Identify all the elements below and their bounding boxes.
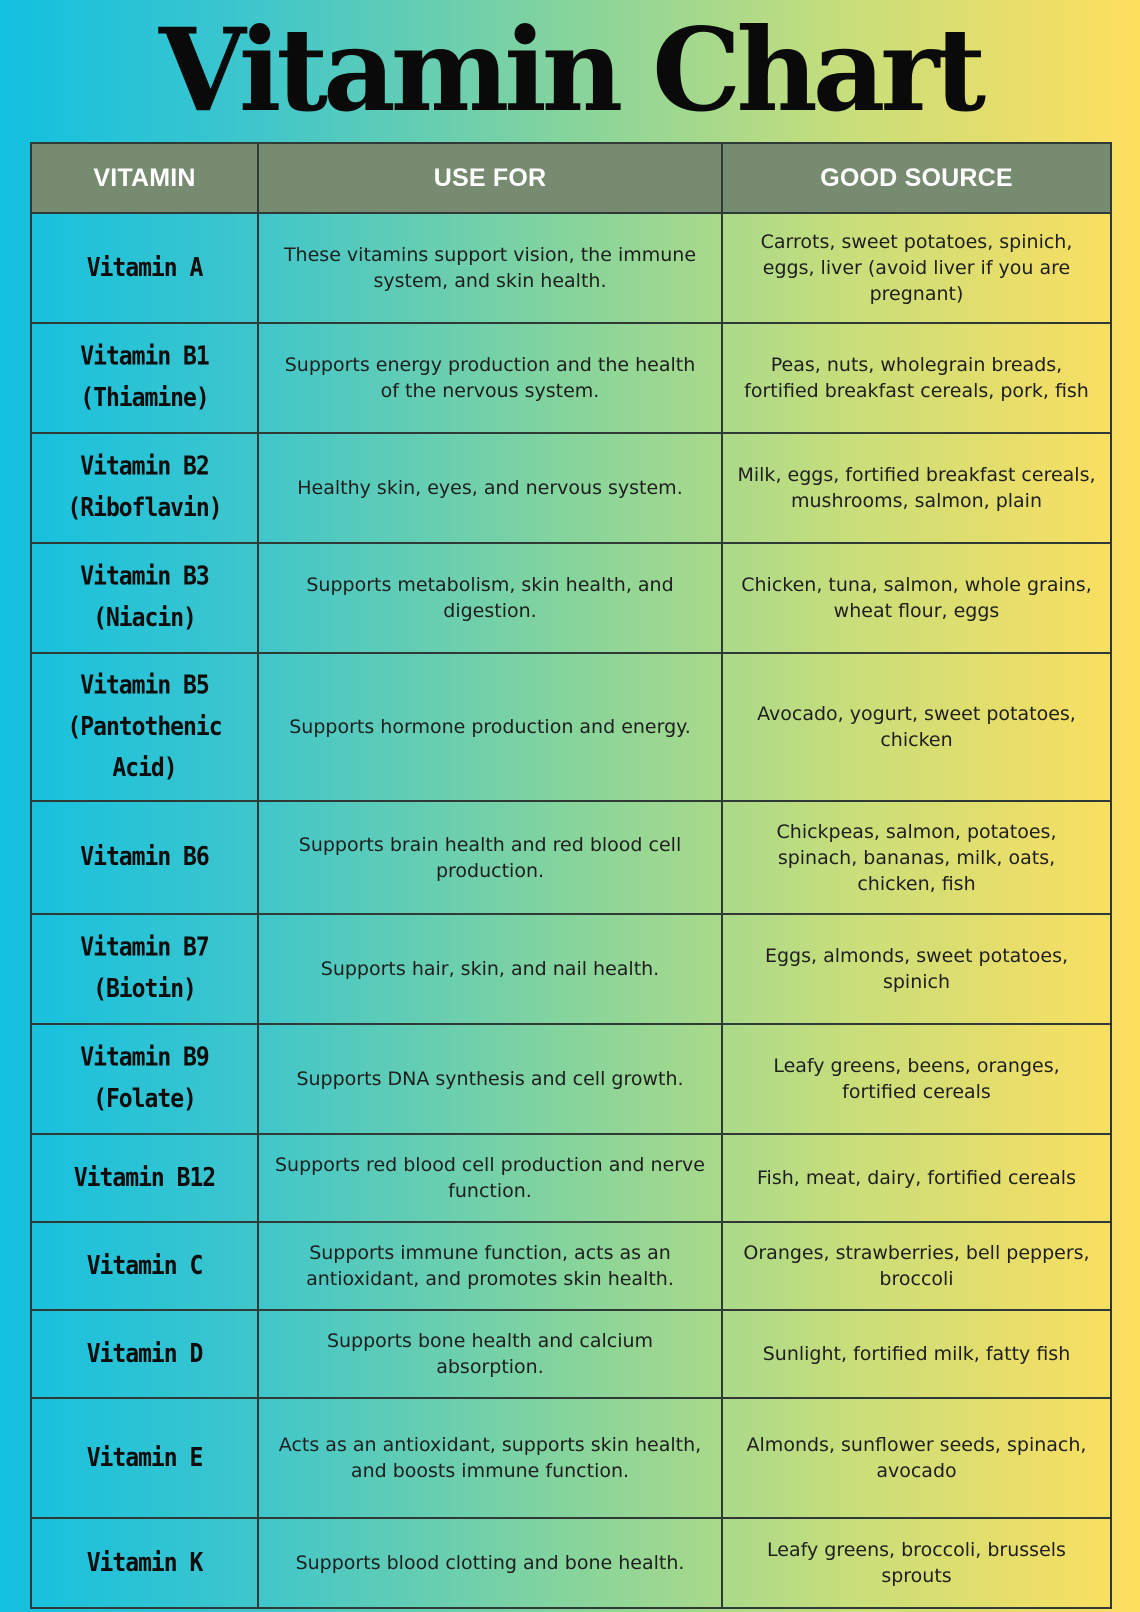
table-row — [31, 801, 1111, 914]
vitamin-cell — [31, 1024, 258, 1134]
use-for-text: These vitamins support vision, the immune system, and skin health. — [283, 244, 697, 292]
good-source-text: Sunlight, fortified milk, fatty fish — [762, 1343, 1071, 1365]
use-for-cell — [258, 433, 722, 543]
good-source-text: Chicken, tuna, salmon, whole grains, wheat flour, eggs — [741, 574, 1092, 622]
vitamin-alt-name: (Biotin) — [93, 974, 196, 1004]
use-for-cell — [258, 213, 722, 323]
vitamin-cell — [31, 323, 258, 433]
vitamin-name: Vitamin B9 — [80, 1043, 209, 1073]
use-for-text: Supports DNA synthesis and cell growth. — [296, 1068, 684, 1090]
good-source-text: Chickpeas, salmon, potatoes, spinach, bananas, milk, oats, chicken, fish — [776, 820, 1057, 895]
use-for-text: Supports bone health and calcium absorption. — [326, 1330, 654, 1378]
good-source-cell — [722, 1222, 1111, 1310]
use-for-cell — [258, 323, 722, 433]
use-for-text: Supports blood clotting and bone health. — [295, 1552, 685, 1574]
good-source-text: Milk, eggs, fortified breakfast cereals, mushrooms, salmon, plain — [737, 464, 1096, 512]
use-for-text: Healthy skin, eyes, and nervous system. — [297, 477, 683, 499]
table-row — [31, 914, 1111, 1024]
vitamin-name: Vitamin B1 — [80, 342, 209, 372]
good-source-text: Leafy greens, beens, oranges, fortified cereals — [773, 1055, 1060, 1103]
vitamin-cell — [31, 433, 258, 543]
good-source-text: Carrots, sweet potatoes, spinich, eggs, liver (avoid liver if you are pregnant) — [760, 231, 1073, 305]
table-row — [31, 543, 1111, 653]
good-source-text: Fish, meat, dairy, fortified cereals — [757, 1167, 1076, 1189]
vitamin-cell — [31, 1518, 258, 1608]
good-source-cell — [722, 323, 1111, 433]
good-source-text: Avocado, yogurt, sweet potatoes, chicken — [757, 703, 1076, 751]
page-title: Vitamin Chart — [158, 3, 982, 138]
good-source-text: Eggs, almonds, sweet potatoes, spinich — [764, 945, 1069, 993]
use-for-cell — [258, 543, 722, 653]
vitamin-name: Vitamin B3 — [80, 562, 209, 592]
vitamin-cell — [31, 1310, 258, 1398]
good-source-cell — [722, 1024, 1111, 1134]
use-for-text: Supports hormone production and energy. — [289, 716, 691, 738]
vitamin-alt-name: (Niacin) — [93, 603, 196, 633]
use-for-cell — [258, 801, 722, 914]
use-for-cell — [258, 1310, 722, 1398]
header-vitamin: VITAMIN — [31, 143, 258, 213]
good-source-cell — [722, 914, 1111, 1024]
good-source-cell — [722, 1134, 1111, 1222]
good-source-cell — [722, 543, 1111, 653]
vitamin-name: Vitamin A — [86, 252, 203, 282]
good-source-cell — [722, 433, 1111, 543]
use-for-text: Supports immune function, acts as an antioxidant, and promotes skin health. — [306, 1242, 674, 1290]
use-for-text: Acts as an antioxidant, supports skin health, and boosts immune function. — [278, 1434, 702, 1482]
table-row — [31, 1398, 1111, 1518]
use-for-cell — [258, 1398, 722, 1518]
vitamin-name: Vitamin D — [86, 1338, 203, 1368]
vitamin-cell — [31, 1398, 258, 1518]
vitamin-name: Vitamin B12 — [73, 1162, 216, 1192]
table-row — [31, 213, 1111, 323]
vitamin-name: Vitamin B7 — [80, 933, 209, 963]
table-row — [31, 653, 1111, 801]
good-source-text: Leafy greens, broccoli, brussels sprouts — [767, 1539, 1066, 1587]
use-for-cell — [258, 653, 722, 801]
good-source-text: Peas, nuts, wholegrain breads, fortified breakfast cereals, pork, fish — [744, 354, 1089, 402]
table-row — [31, 1024, 1111, 1134]
vitamin-name: Vitamin B5 — [80, 670, 209, 700]
table-row — [31, 1310, 1111, 1398]
vitamin-table — [30, 142, 1112, 1609]
vitamin-name: Vitamin E — [86, 1442, 203, 1472]
vitamin-cell — [31, 213, 258, 323]
vitamin-cell — [31, 1134, 258, 1222]
table-row — [31, 323, 1111, 433]
table-row — [31, 1222, 1111, 1310]
vitamin-cell — [31, 1222, 258, 1310]
vitamin-cell — [31, 801, 258, 914]
use-for-cell — [258, 914, 722, 1024]
use-for-cell — [258, 1134, 722, 1222]
good-source-cell — [722, 801, 1111, 914]
use-for-cell — [258, 1518, 722, 1608]
vitamin-name: Vitamin B2 — [80, 452, 209, 482]
good-source-text: Almonds, sunflower seeds, spinach, avocado — [746, 1434, 1087, 1482]
good-source-cell — [722, 1518, 1111, 1608]
good-source-cell — [722, 653, 1111, 801]
vitamin-name: Vitamin K — [86, 1547, 203, 1577]
good-source-text: Oranges, strawberries, bell peppers, broccoli — [743, 1242, 1090, 1290]
vitamin-alt-name: (Pantothenic Acid) — [67, 711, 222, 783]
vitamin-cell — [31, 914, 258, 1024]
vitamin-alt-name: (Riboflavin) — [67, 493, 222, 523]
use-for-cell — [258, 1222, 722, 1310]
table-row — [31, 433, 1111, 543]
use-for-text: Supports red blood cell production and nerve function. — [275, 1154, 705, 1202]
use-for-text: Supports energy production and the health of the nervous system. — [284, 354, 696, 402]
table-header-row — [31, 143, 1111, 213]
header-good-source: GOOD SOURCE — [722, 143, 1111, 213]
table-row — [31, 1134, 1111, 1222]
good-source-cell — [722, 1310, 1111, 1398]
use-for-text: Supports metabolism, skin health, and digestion. — [306, 574, 674, 622]
vitamin-alt-name: (Folate) — [93, 1084, 196, 1114]
vitamin-alt-name: (Thiamine) — [80, 383, 209, 413]
vitamin-cell — [31, 543, 258, 653]
good-source-cell — [722, 1398, 1111, 1518]
table-row — [31, 1518, 1111, 1608]
use-for-cell — [258, 1024, 722, 1134]
vitamin-name: Vitamin C — [86, 1250, 203, 1280]
vitamin-cell — [31, 653, 258, 801]
header-use-for: USE FOR — [258, 143, 722, 213]
use-for-text: Supports hair, skin, and nail health. — [320, 958, 660, 980]
good-source-cell — [722, 213, 1111, 323]
use-for-text: Supports brain health and red blood cell production. — [298, 833, 682, 882]
vitamin-name: Vitamin B6 — [80, 842, 209, 872]
